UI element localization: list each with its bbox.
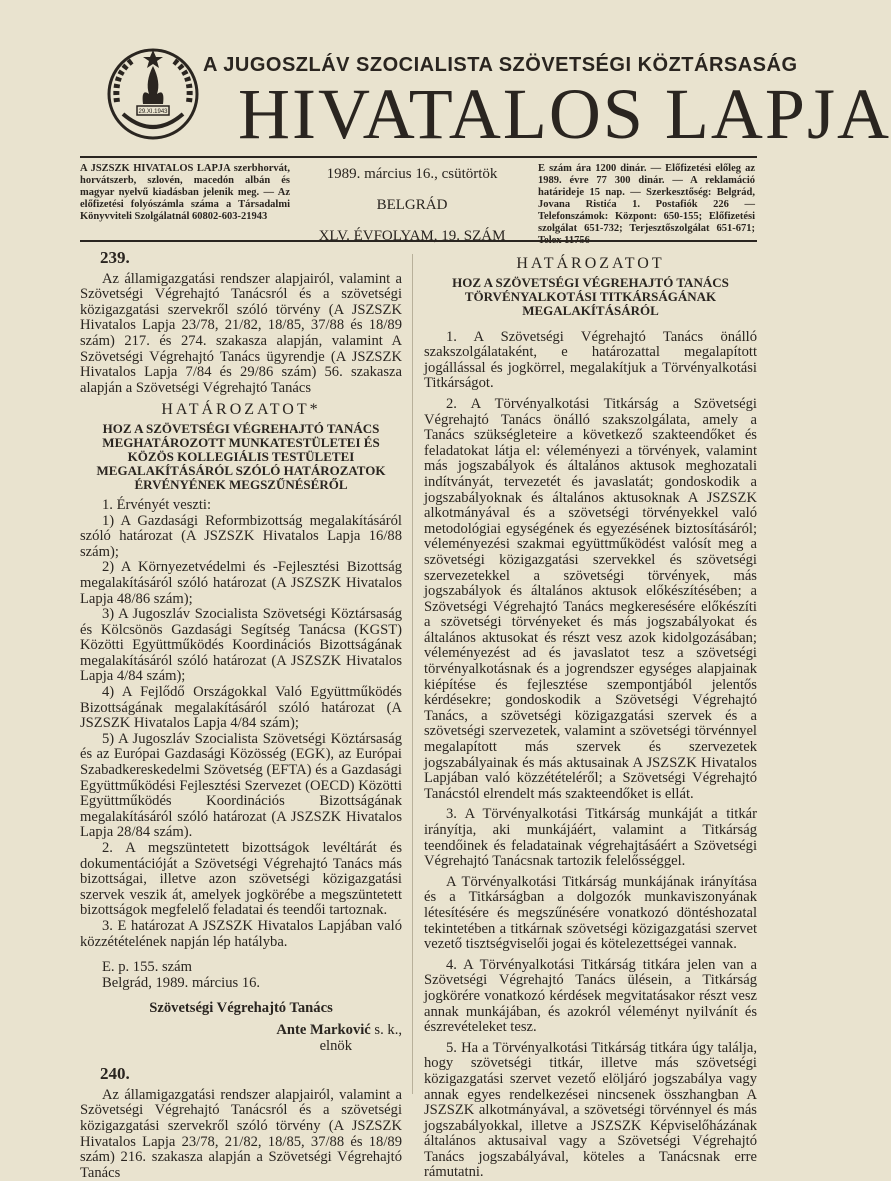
decision-heading: HATÁROZATOT — [516, 255, 665, 272]
signer-role: elnök — [319, 1037, 352, 1054]
paragraph: 4. A Törvényalkotási Titkárság titkára jelen van a Szövetségi Végrehajtó Tanács ülésein, a Titkárság jogkörére vonatkozó kérdések megvitatásakor részt vesz annak munkájában, és azokról véleményt nyilvánít és észrevételeket tesz. — [424, 956, 757, 1036]
signing-body: Szövetségi Végrehajtó Tanács — [149, 1000, 333, 1017]
reference-number: E. p. 155. szám — [102, 959, 192, 976]
issue-volume: XLV. ÉVFOLYAM, 19. SZÁM — [318, 228, 506, 244]
decision-subheading: HOZ A SZÖVETSÉGI VÉGREHAJTÓ TANÁCS MEGHATÁROZOTT MUNKATESTÜLETEI ÉS KÖZÖS KOLLEGIÁLIS TESTÜLETEI MEGALAKÍTÁSÁRÓL SZÓLÓ HATÁROZATOK ÉRVÉNYÉNEK MEGSZŰNÉSÉRŐL — [96, 420, 386, 492]
paragraph: 3. A Törvényalkotási Titkárság munkáját a titkár irányítja, aki munkájáért, valamint a Titkárság teendőinek és feladatainak végrehajtásáért a Szövetségi Végrehajtó Tanácsnak tartozik felelősséggel. — [424, 806, 757, 870]
signer — [80, 1023, 402, 1039]
decision-subheading: HOZ A SZÖVETSÉGI VÉGREHAJTÓ TANÁCS TÖRVÉNYALKOTÁSI TITKÁRSÁGÁNAK MEGALAKÍTÁSÁRÓL — [452, 274, 729, 318]
price-contact-info: E szám ára 1200 dinár. — Előfizetési előleg az 1989. évre 77 300 dinár. — A reklamáció határideje 15 nap. — Szerkesztőség: Belgrád, Jovana Ristića 1. Postafiók 226 — Telefonszámok: Központ: 650-155; Előfizetési szolgálat 651-732; Terjesztőszolgálat 651-671; Telex 11756 — [538, 163, 755, 246]
decision-number: 239. — [100, 248, 130, 267]
column-divider — [412, 254, 413, 1094]
paragraph: 4) A Fejlődő Országokkal Való Együttműködés Bizottságának megalakításáról szóló határozat (A JSZSZK Hivatalos Lapja 4/84 szám); — [80, 684, 402, 732]
paragraph: 3. E határozat A JSZSZK Hivatalos Lapjában való közzétételének napján lép hatályba. — [80, 917, 402, 950]
paragraph: 2. A Törvényalkotási Titkárság a Szövetségi Végrehajtó Tanács önálló szakszolgálata, amely a Tanács szükségleteire a következő szakteendőket és feladatokat látja el: véleményezi a törvények, valamint más jogszabályok és általános aktusok meghozatali indítványát, tervezetét és javaslatát; gondoskodik a jogszabályoknak és általános aktusoknak A JSZSZK alkotmányával és a szövetségi törvényekkel való metodológiai egységének és egyezésének biztosításáról; véleményezési szakmai együttműködést valósít meg a szövetségi közigazgatási szervekkel és szövetségi szervezetekkel a szövetségi törvények, más jogszabályok és általános aktusok előkészítésében; a Szövetségi Végrehajtó Tanács megkeresésére előkészíti a szövetségi törvényeket és más jogszabályokat és általános aktusokat és részt vesz azok kidolgozásában; véleményezést ad és javaslatot tesz a szövetségi törvényalkotásnak és a jogrendszer egységes alapjainak kiépítése és fejlesztése szempontjából jelentős kérdésekre; gondoskodik a Szövetségi Végrehajtó Tanács, a szövetségi közigazgatási szervek és a szövetségi szervezetek, valamint a szövetségi törvénnyel megalapított más szervek és szervezetek jogszabályainak és más aktusainak A JSZSZK Hivatalos Lapjában való közzétételéről; a Szövetségi Végrehajtó Tanácstól elrendelt más szakteendőket is ellát. — [424, 395, 757, 802]
masthead-top-line: A JUGOSZLÁV SZOCIALISTA SZÖVETSÉGI KÖZTÁRSASÁG — [203, 54, 798, 76]
paragraph: 5) A Jugoszláv Szocialista Szövetségi Köztársaság és az Európai Gazdasági Közösség (EGK), az Európai Szabadkereskedelmi Szövetség (EFTA) és a Gazdasági Együttműködési Fejlesztési Szervezet (OECD) Közötti Együttműködés Koordinációs Bizottságának megalakításáról szóló határozat (A JSZSZK Hivatalos Lapja 28/84 szám). — [80, 730, 402, 841]
masthead-rule — [80, 156, 757, 158]
paragraph: 2. A megszüntetett bizottságok levéltárát és dokumentációját a Szövetségi Végrehajtó Tanács más bizottságai, illetve azon szövetségi közigazgatási szervek veszik át, amelyek jogkörébe a megszüntetett bizottságok megfelelő feladatai és teendői tartoznak. — [80, 840, 402, 919]
state-emblem-icon — [103, 44, 203, 144]
paragraph: 1. A Szövetségi Végrehajtó Tanács önálló szakszolgálataként, e határozattal megalapított jogállással és jogkörrel, megalakítjuk a Törvényalkotási Titkárságot. — [424, 328, 757, 392]
reference-block — [80, 960, 402, 991]
paragraph: A Törvényalkotási Titkárság munkájának irányítása és a Titkárságban a dolgozók munkaviszonyának létesítésére és megszűnésére vonatkozó döntéshozatal tekintetében a titkárnak szövetségi közigazgatási szervet vezető tisztségviselői jogai és kötelezettségei vannak. — [424, 873, 757, 953]
paragraph: 2) A Környezetvédelmi és -Fejlesztési Bizottság megalakításáról szóló határozat (A JSZSZK Hivatalos Lapja 48/86 szám); — [80, 559, 402, 607]
paragraph: 5. Ha a Törvényalkotási Titkárság titkára úgy találja, hogy szövetségi titkár, illetve más szövetségi közigazgatási szervet vezető elöljáró jogszabálya vagy annak egyes rendelkezései nincsenek összhangban A JSZSZK alkotmányával, a szövetségi törvénnyel és más jogszabályokkal, illetve a JSZSZK Képviselőházának általános aktusaival vagy a Szövetségi Végrehajtó Tanács jogszabályával, köteles a Tanácsnak erre rámutatni. — [424, 1039, 757, 1181]
paragraph: 1. Érvényét veszti: — [102, 496, 212, 513]
preamble: Az államigazgatási rendszer alapjairól, valamint a Szövetségi Végrehajtó Tanácsról és a szövetségi közigazgatási szervekről szóló törvény (A JSZSZK Hivatalos Lapja 23/78, 21/82, 18/85, 37/88 és 18/89 szám) 217. és 274. szakasza alapján, valamint A Szövetségi Végrehajtó Tanács ügyrendje (A JSZSZK Hivatalos Lapja 7/84 és 29/86 szám) 56. szakasza alapján a Szövetségi Végrehajtó Tanács — [80, 270, 402, 396]
paragraph: 3) A Jugoszláv Szocialista Szövetségi Köztársaság és Kölcsönös Gazdasági Segítség Tanácsa (KGST) Közötti Együttműködés Koordinációs Bizottságának megalakításáról szóló határozat (A JSZSZK Hivatalos Lapja 4/84 szám); — [80, 606, 402, 685]
preamble: Az államigazgatási rendszer alapjairól, valamint a Szövetségi Végrehajtó Tanácsról és a szövetségi közigazgatási szervekről szóló törvény (A JSZSZK Hivatalos Lapja 23/78, 21/82, 18/85, 37/88 és 18/89 szám) 216. szakasza alapján a Szövetségi Végrehajtó Tanács — [80, 1086, 402, 1181]
paragraph: 1) A Gazdasági Reformbizottság megalakításáról szóló határozat (A JSZSZK Hivatalos Lapja 16/88 szám); — [80, 512, 402, 560]
decision-heading: HATÁROZATOT* — [161, 401, 321, 419]
issue-info — [300, 166, 524, 259]
right-column — [424, 250, 757, 1181]
svg-text:29.XI.1943: 29.XI.1943 — [138, 109, 168, 115]
publication-info: A JSZSZK HIVATALOS LAPJA szerbhorvát, horvátszerb, szlovén, macedón albán és magyar nyelvű kiadásban jelenik meg. — Az előfizetési folyószámla száma a Társadalmi Könyvviteli Szolgálatnál 60802-603-21943 — [80, 163, 290, 222]
issue-place-date: Belgrád, 1989. március 16. — [102, 974, 261, 991]
issue-date: 1989. március 16., csütörtök — [326, 166, 498, 182]
signer-suffix: s. k., — [370, 1021, 402, 1038]
masthead-title: HIVATALOS LAPJA — [238, 74, 891, 154]
signer-name: Ante Marković — [276, 1021, 371, 1038]
decision-number: 240. — [100, 1064, 130, 1084]
left-column — [80, 250, 402, 1181]
issue-place: BELGRÁD — [376, 197, 448, 213]
header-bottom-rule — [80, 240, 757, 242]
